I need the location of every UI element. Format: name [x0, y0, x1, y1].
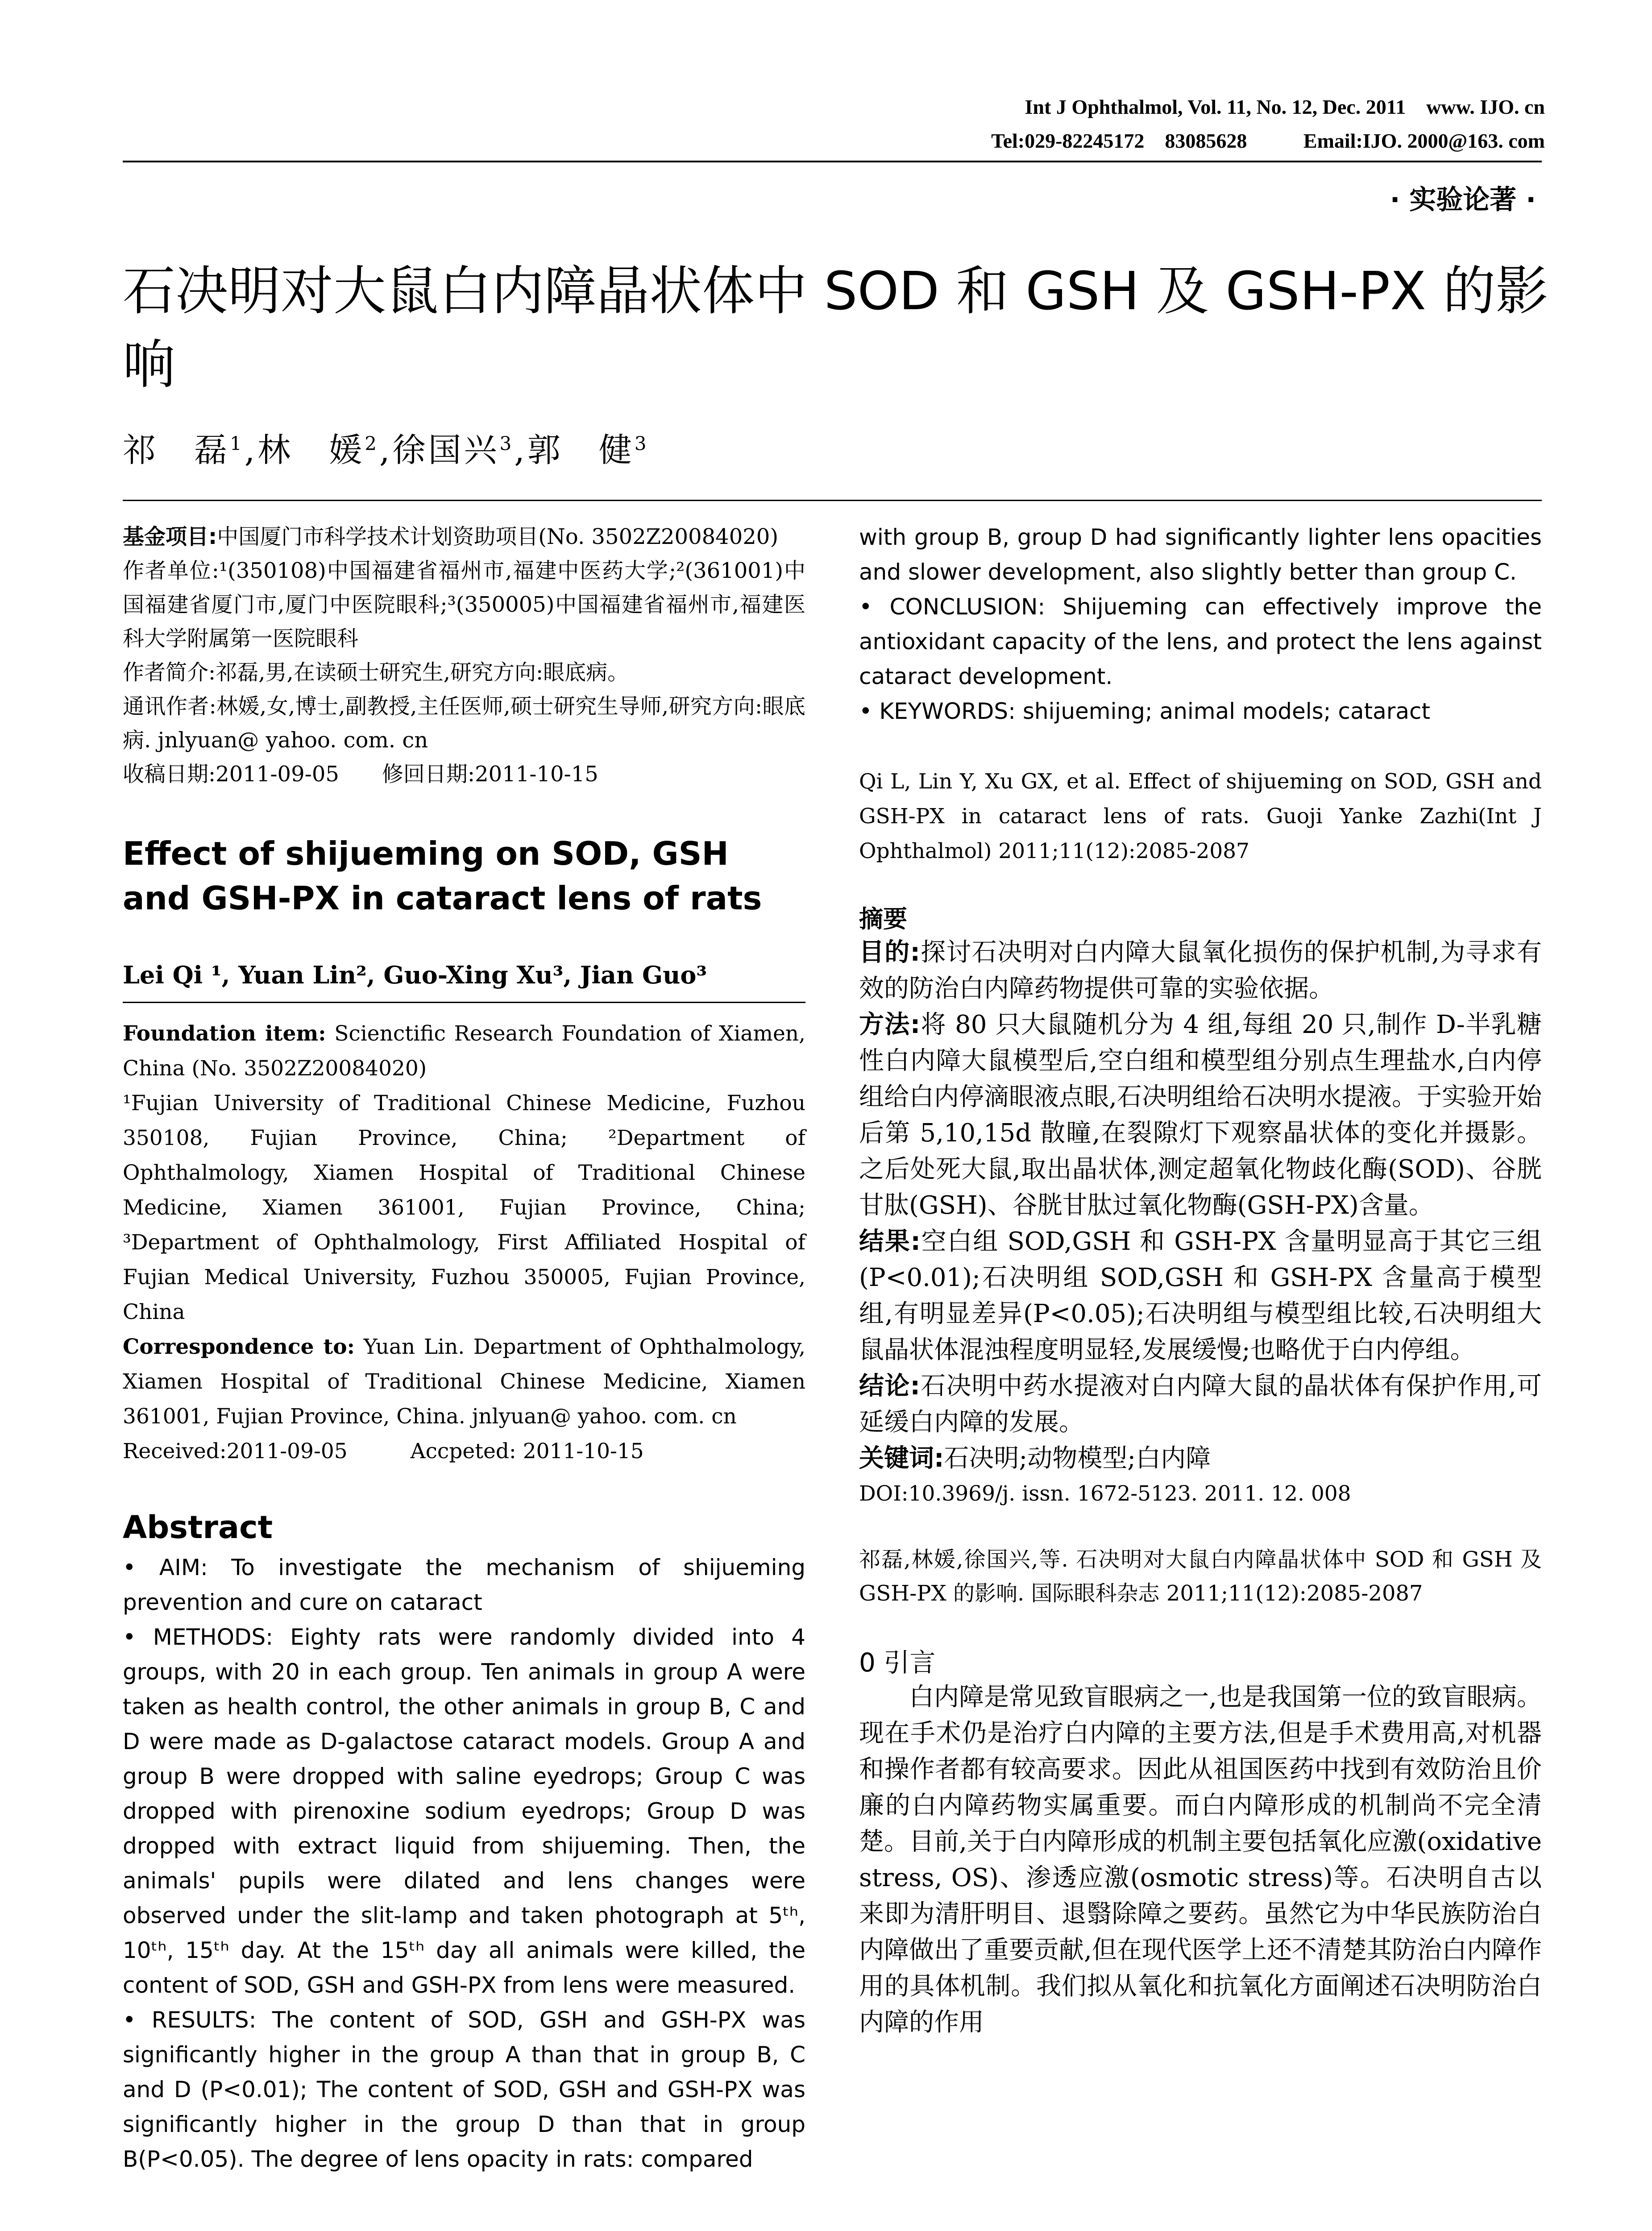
cn-abstract-result: 结果:空白组 SOD,GSH 和 GSH-PX 含量明显高于其它三组(P<0.01);石决明组 SOD,GSH 和 GSH-PX 含量高于模型组,有明显差异(P<0.05);石决明组与模型组比较,石决明组大鼠晶状体混浊程度明显轻,发展缓慢;也略优于白内停组。: [859, 1227, 1542, 1364]
cn-abstract-aim: 目的:探讨石决明对白内障大鼠氧化损伤的保护机制,为寻求有效的防治白内障药物提供可靠的实验依据。: [859, 938, 1542, 1003]
author-bio: 作者简介:祁磊,男,在读硕士研究生,研究方向:眼底病。: [123, 660, 629, 685]
fund-info: 基金项目:中国厦门市科学技术计划资助项目(No. 3502Z20084020): [123, 524, 779, 549]
left-column: [123, 520, 805, 2177]
abstract-methods: • METHODS: Eighty rats were randomly divided into 4 groups, with 20 in each group. Ten animals in group A were taken as health control, the other animals in group B, C and D were made as D-galactose cataract models. Group A and group B were dropped with saline eyedrops; Group C was dropped with pirenoxine sodium eyedrops; Group D was dropped with extract liquid from shijueming. Then, the animals' pupils were dilated and lens changes were observed under the slit-lamp and taken photograph at 5ᵗʰ, 10ᵗʰ, 15ᵗʰ day. At the 15ᵗʰ day all animals were killed, the content of SOD, GSH and GSH-PX from lens were measured.: [123, 1624, 805, 1998]
author-3-affil: 3: [499, 432, 515, 455]
page-title: 石决明对大鼠白内障晶状体中 SOD 和 GSH 及 GSH-PX 的影响: [123, 260, 1548, 395]
cn-abstract-heading: 摘要: [859, 905, 907, 933]
abstract-results: • RESULTS: The content of SOD, GSH and GSH-PX was significantly higher in the group A than that in group B, C and D (P<0.01); The content of SOD, GSH and GSH-PX was significantly higher in the group D than that in group B(P<0.05). The degree of lens opacity in rats: compared: [123, 2007, 805, 2172]
author-1-affil: 1: [230, 432, 245, 455]
abstract-heading: Abstract: [123, 1509, 273, 1546]
affiliation-info: 作者单位:¹(350108)中国福建省福州市,福建中医药大学;²(361001)中国福建省厦门市,厦门中医院眼科;³(350005)中国福建省福州市,福建医科大学附属第一医院眼科: [123, 558, 805, 651]
abstract-results-continued: with group B, group D had significantly lighter lens opacities and slower development, also slightly better than group C.: [859, 524, 1542, 585]
cn-abstract-method: 方法:将 80 只大鼠随机分为 4 组,每组 20 只,制作 D-半乳糖性白内障大鼠模型后,空白组和模型组分别点生理盐水,白内停组给白内停滴眼液点眼,石决明组给石决明水提液。于实验开始后第 5,10,15d 散瞳,在裂隙灯下观察晶状体的变化并摄影。之后处死大鼠,取出晶状体,测定超氧化物歧化酶(SOD)、谷胱甘肽(GSH)、谷胱甘肽过氧化物酶(GSH-PX)含量。: [859, 1010, 1542, 1220]
authors-cn: [123, 424, 649, 471]
correspondence-en: Correspondence to: Yuan Lin. Department of Ophthalmology, Xiamen Hospital of Traditional Chinese Medicine, Xiamen 361001, Fujian Province, China. jnlyuan@ yahoo. com. cn: [123, 1335, 805, 1429]
authors-rule: [123, 500, 1542, 501]
affiliations-en: ¹Fujian University of Traditional Chinese Medicine, Fuzhou 350108, Fujian Province, China; ²Department of Ophthalmology, Xiamen Hospital of Traditional Chinese Medicine, Xiamen 361001, Fujian Province, China; ³Department of Ophthalmology, First Affiliated Hospital of Fujian Medical University, Fuzhou 350005, Fujian Province, China: [123, 1091, 805, 1324]
header-rule: [123, 161, 1542, 162]
right-column: [859, 520, 1542, 2040]
citation-en: Qi L, Lin Y, Xu GX, et al. Effect of shijueming on SOD, GSH and GSH-PX in cataract lens of rats. Guoji Yanke Zazhi(Int J Ophthalmol) 2011;11(12):2085-2087: [859, 769, 1542, 863]
foundation-en: Foundation item: Scienctific Research Foundation of Xiamen, China (No. 3502Z20084020): [123, 1021, 805, 1081]
dates-en: Received:2011-09-05 Accpeted: 2011-10-15: [123, 1439, 644, 1464]
journal-header-line2: Tel:029-82245172 83085628 Email:IJO. 2000@163. com: [991, 129, 1545, 152]
cn-abstract-keywords: 关键词:石决明;动物模型;白内障: [859, 1444, 1211, 1473]
dates-cn: 收稿日期:2011-09-05 修回日期:2011-10-15: [123, 762, 598, 787]
journal-header-line1: Int J Ophthalmol, Vol. 11, No. 12, Dec. 2011 www. IJO. cn: [1025, 95, 1545, 118]
author-2-affil: 2: [365, 432, 379, 455]
cn-abstract-conclusion: 结论:石决明中药水提液对白内障大鼠的晶状体有保护作用,可延缓白内障的发展。: [859, 1372, 1542, 1437]
english-authors: Lei Qi ¹, Yuan Lin², Guo-Xing Xu³, Jian Guo³: [123, 961, 707, 989]
abstract-aim: • AIM: To investigate the mechanism of shijueming prevention and cure on cataract: [123, 1555, 805, 1615]
english-title: Effect of shijueming on SOD, GSH and GSH-PX in cataract lens of rats: [123, 835, 762, 917]
author-4-affil: 3: [634, 432, 649, 455]
intro-body: 白内障是常见致盲眼病之一,也是我国第一位的致盲眼病。现在手术仍是治疗白内障的主要方法,但是手术费用高,对机器和操作者都有较高要求。因此从祖国医药中找到有效防治且价廉的白内障药物实属重要。而白内障形成的机制尚不完全清楚。目前,关于白内障形成的机制主要包括氧化应激(oxidative stress, OS)、渗透应激(osmotic stress)等。石决明自古以来即为清肝明目、退翳除障之要药。虽然它为中华民族防治白内障做出了重要贡献,但在现代医学上还不清楚其防治白内障作用的具体机制。我们拟从氧化和抗氧化方面阐述石决明防治白内障的作用: [859, 1683, 1542, 2037]
english-authors-rule: [123, 1002, 805, 1003]
author-1: 祁 磊: [123, 431, 230, 469]
author-3: ,徐国兴: [379, 431, 500, 469]
author-2: ,林 媛: [244, 431, 365, 469]
intro-heading: 0 引言: [859, 1647, 936, 1678]
author-4: ,郭 健: [514, 431, 635, 469]
abstract-conclusion: • CONCLUSION: Shijueming can effectively improve the antioxidant capacity of the lens, and protect the lens against cataract development.: [859, 594, 1542, 689]
correspondence-cn: 通讯作者:林媛,女,博士,副教授,主任医师,硕士研究生导师,研究方向:眼底病. jnlyuan@ yahoo. com. cn: [123, 694, 805, 753]
doi: DOI:10.3969/j. issn. 1672-5123. 2011. 12. 008: [859, 1481, 1351, 1506]
section-tag: · 实验论著 ·: [1390, 184, 1536, 216]
citation-cn: 祁磊,林媛,徐国兴,等. 石决明对大鼠白内障晶状体中 SOD 和 GSH 及 GSH-PX 的影响. 国际眼科杂志 2011;11(12):2085-2087: [859, 1547, 1542, 1606]
abstract-keywords: • KEYWORDS: shijueming; animal models; cataract: [859, 698, 1431, 724]
